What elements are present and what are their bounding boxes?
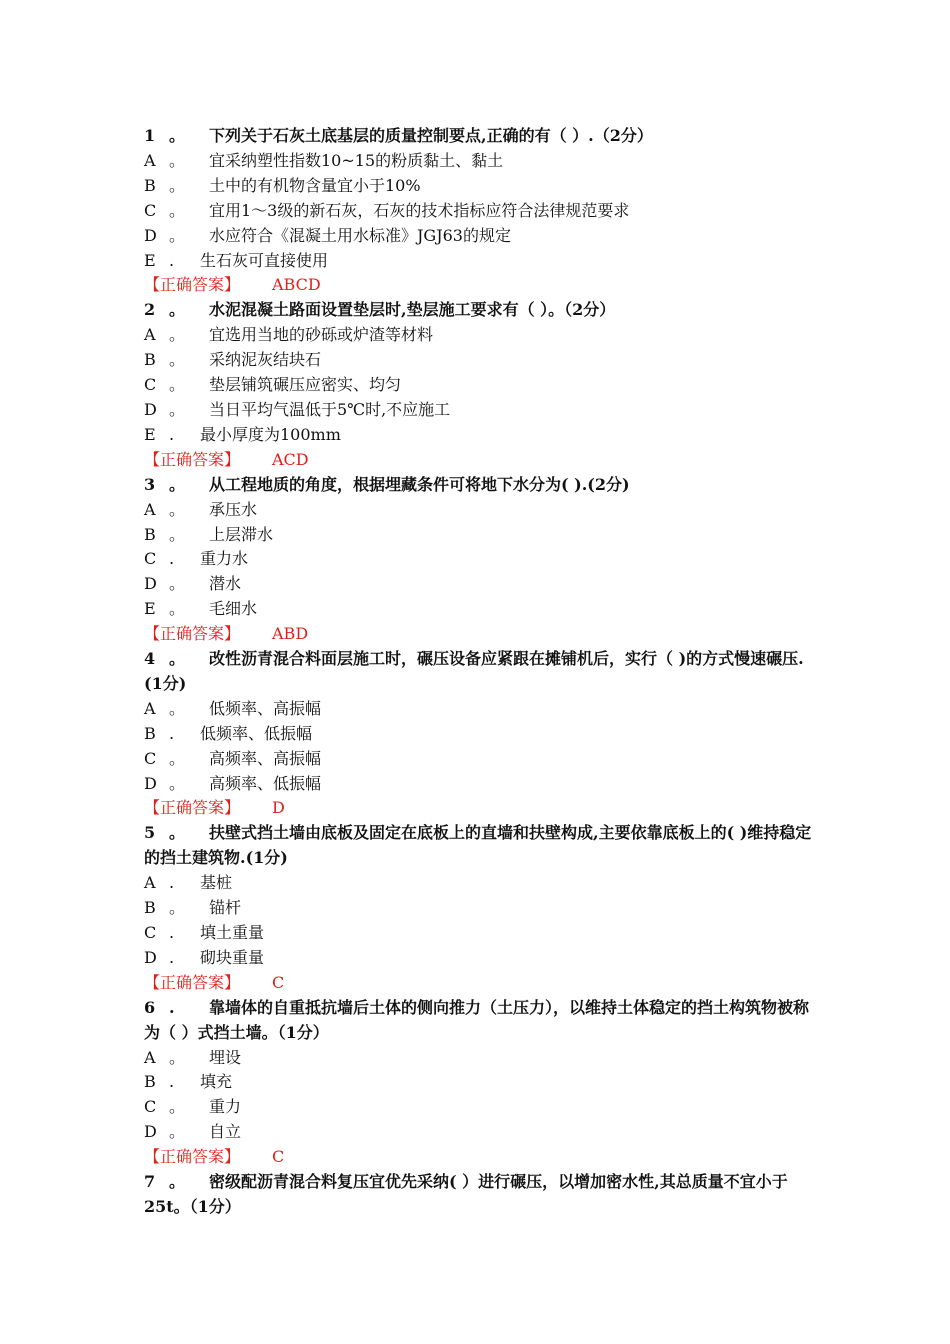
option-text: 采纳泥灰结块石 [209,350,322,370]
question-text: 靠墙体的自重抵抗墙后土体的侧向推力（土压力），以维持土体稳定的挡土构筑物被称为（ ）式挡土墙。（1分） [144,997,810,1042]
option-separator: 。 [169,499,186,519]
answer-line [144,622,814,647]
option-separator: 。 [169,524,186,544]
option-line [144,224,814,249]
question-number: 6 [144,997,156,1017]
question-number: 7 [144,1172,156,1192]
option-text: 自立 [209,1122,242,1142]
option-letter: D [144,574,157,594]
question-stem [144,1170,814,1220]
option-letter: E [144,599,156,619]
option-letter: B [144,350,156,370]
option-line [144,373,814,398]
option-text: 水应符合《混凝土用水标准》JGJ63的规定 [209,225,511,245]
option-text: 低频率、低振幅 [200,723,313,743]
question-block [144,473,814,647]
option-letter: D [144,1122,157,1142]
option-text: 最小厚度为100mm [200,424,341,444]
question-stem [144,647,814,697]
option-text: 高频率、高振幅 [209,748,322,768]
option-line [144,772,814,797]
question-block [144,647,814,821]
question-stem [144,298,814,323]
question-separator: 。 [169,823,186,843]
question-text: 下列关于石灰土底基层的质量控制要点,正确的有（ ）.（2分） [209,126,653,145]
question-list [144,124,814,1220]
answer-value: D [272,798,285,818]
question-number: 1 [144,126,156,145]
answer-line [144,1145,814,1170]
option-separator: . [169,873,175,893]
option-text: 宜用1～3级的新石灰，石灰的技术指标应符合法律规范要求 [209,200,630,220]
option-separator: 。 [169,325,186,345]
option-letter: E [144,250,156,270]
question-block [144,124,814,298]
option-text: 重力水 [200,549,249,569]
option-line [144,323,814,348]
option-text: 上层滞水 [209,524,274,544]
option-letter: D [144,773,157,793]
question-text: 水泥混凝土路面设置垫层时,垫层施工要求有（ ）。（2分） [209,300,616,320]
option-letter: A [144,1047,156,1067]
option-letter: B [144,898,156,918]
option-letter: D [144,399,157,419]
option-letter: A [144,698,156,718]
option-text: 高频率、低振幅 [209,773,322,793]
option-letter: A [144,150,156,170]
option-text: 垫层铺筑碾压应密实、均匀 [209,375,402,395]
option-letter: C [144,200,157,220]
question-number: 3 [144,474,156,494]
option-separator: 。 [169,698,186,718]
question-block [144,821,814,995]
option-letter: B [144,524,156,544]
option-separator: 。 [169,599,186,619]
option-letter: D [144,225,157,245]
option-letter: E [144,424,156,444]
option-line [144,348,814,373]
question-stem [144,821,814,871]
answer-line [144,971,814,996]
option-letter: C [144,748,157,768]
answer-label: 【正确答案】 [144,449,241,469]
option-letter: D [144,947,157,967]
option-line [144,747,814,772]
option-text: 基桩 [200,873,233,893]
option-letter: B [144,723,156,743]
option-text: 当日平均气温低于5℃时,不应施工 [209,399,451,419]
option-separator: 。 [169,375,186,395]
question-stem [144,473,814,498]
answer-value: ACD [272,449,309,469]
question-separator: 。 [169,1172,186,1192]
answer-label: 【正确答案】 [144,1147,241,1167]
option-line [144,1046,814,1071]
question-separator: 。 [169,649,186,669]
answer-value: ABD [272,624,309,644]
option-separator: . [169,723,175,743]
question-number: 4 [144,649,156,669]
option-text: 宜采纳塑性指数10~15的粉质黏土、黏土 [209,150,504,170]
answer-line [144,796,814,821]
option-letter: B [144,1072,156,1092]
option-letter: A [144,499,156,519]
answer-label: 【正确答案】 [144,624,241,644]
option-separator: 。 [169,748,186,768]
option-text: 潜水 [209,574,242,594]
answer-label: 【正确答案】 [144,972,241,992]
option-text: 填土重量 [200,923,265,942]
option-line [144,946,814,971]
question-number: 5 [144,823,156,843]
question-separator: . [169,997,175,1017]
answer-value: ABCD [272,275,321,295]
option-separator: 。 [169,200,186,220]
answer-line [144,273,814,298]
option-separator: . [169,250,175,270]
option-separator: 。 [169,1047,186,1067]
question-separator: 。 [169,474,186,494]
option-line [144,871,814,896]
option-letter: C [144,549,157,569]
option-line [144,921,814,946]
option-line [144,547,814,572]
question-number: 2 [144,300,156,320]
option-letter: A [144,873,156,893]
option-separator: . [169,549,175,569]
option-text: 生石灰可直接使用 [200,250,329,270]
question-stem [144,124,814,149]
option-line [144,174,814,199]
option-separator: 。 [169,399,186,419]
answer-label: 【正确答案】 [144,275,241,295]
option-text: 埋设 [209,1047,242,1067]
option-separator: 。 [169,1122,186,1142]
option-line [144,1095,814,1120]
question-text: 改性沥青混合料面层施工时，碾压设备应紧跟在摊铺机后，实行（ )的方式慢速碾压.(1分) [144,649,804,693]
option-line [144,722,814,747]
option-letter: C [144,1097,157,1117]
question-block [144,996,814,1170]
option-line [144,398,814,423]
option-separator: 。 [169,1097,186,1117]
option-text: 低频率、高振幅 [209,698,322,718]
option-separator: 。 [169,175,186,195]
question-block [144,1170,814,1220]
option-line [144,498,814,523]
option-separator: . [169,947,175,967]
option-text: 填充 [200,1072,233,1092]
option-line [144,896,814,921]
option-line [144,249,814,274]
option-separator: 。 [169,773,186,793]
option-text: 重力 [209,1097,242,1117]
option-text: 承压水 [209,499,258,519]
option-separator: . [169,1072,175,1092]
option-line [144,523,814,548]
answer-line [144,448,814,473]
option-separator: 。 [169,898,186,918]
question-text: 扶壁式挡土墙由底板及固定在底板上的直墙和扶壁构成,主要依靠底板上的( )维持稳定的挡土建筑物.(1分) [144,823,812,868]
option-letter: C [144,375,157,395]
question-text: 从工程地质的角度，根据埋藏条件可将地下水分为( ).(2分) [209,474,630,494]
question-block [144,298,814,472]
option-separator: 。 [169,225,186,245]
option-line [144,697,814,722]
option-text: 土中的有机物含量宜小于10% [209,175,421,195]
option-line [144,1070,814,1095]
option-separator: . [169,923,175,942]
answer-value: C [272,1147,285,1167]
option-line [144,572,814,597]
option-separator: . [169,424,175,444]
option-letter: B [144,175,156,195]
option-line [144,1120,814,1145]
question-text: 密级配沥青混合料复压宜优先采纳( ）进行碾压，以增加密水性,其总质量不宜小于25t。（1分） [144,1172,788,1216]
option-line [144,597,814,622]
answer-value: C [272,972,285,992]
option-separator: 。 [169,150,186,170]
option-line [144,149,814,174]
option-letter: C [144,923,157,942]
option-line [144,199,814,224]
option-letter: A [144,325,156,345]
question-separator: 。 [169,300,186,320]
answer-label: 【正确答案】 [144,798,241,818]
option-text: 宜选用当地的砂砾或炉渣等材料 [209,325,434,345]
question-separator: 。 [169,126,186,145]
question-stem [144,996,814,1046]
option-text: 砌块重量 [200,947,265,967]
option-line [144,423,814,448]
option-text: 毛细水 [209,599,258,619]
option-separator: 。 [169,350,186,370]
option-separator: 。 [169,574,186,594]
option-text: 锚杆 [209,898,242,918]
